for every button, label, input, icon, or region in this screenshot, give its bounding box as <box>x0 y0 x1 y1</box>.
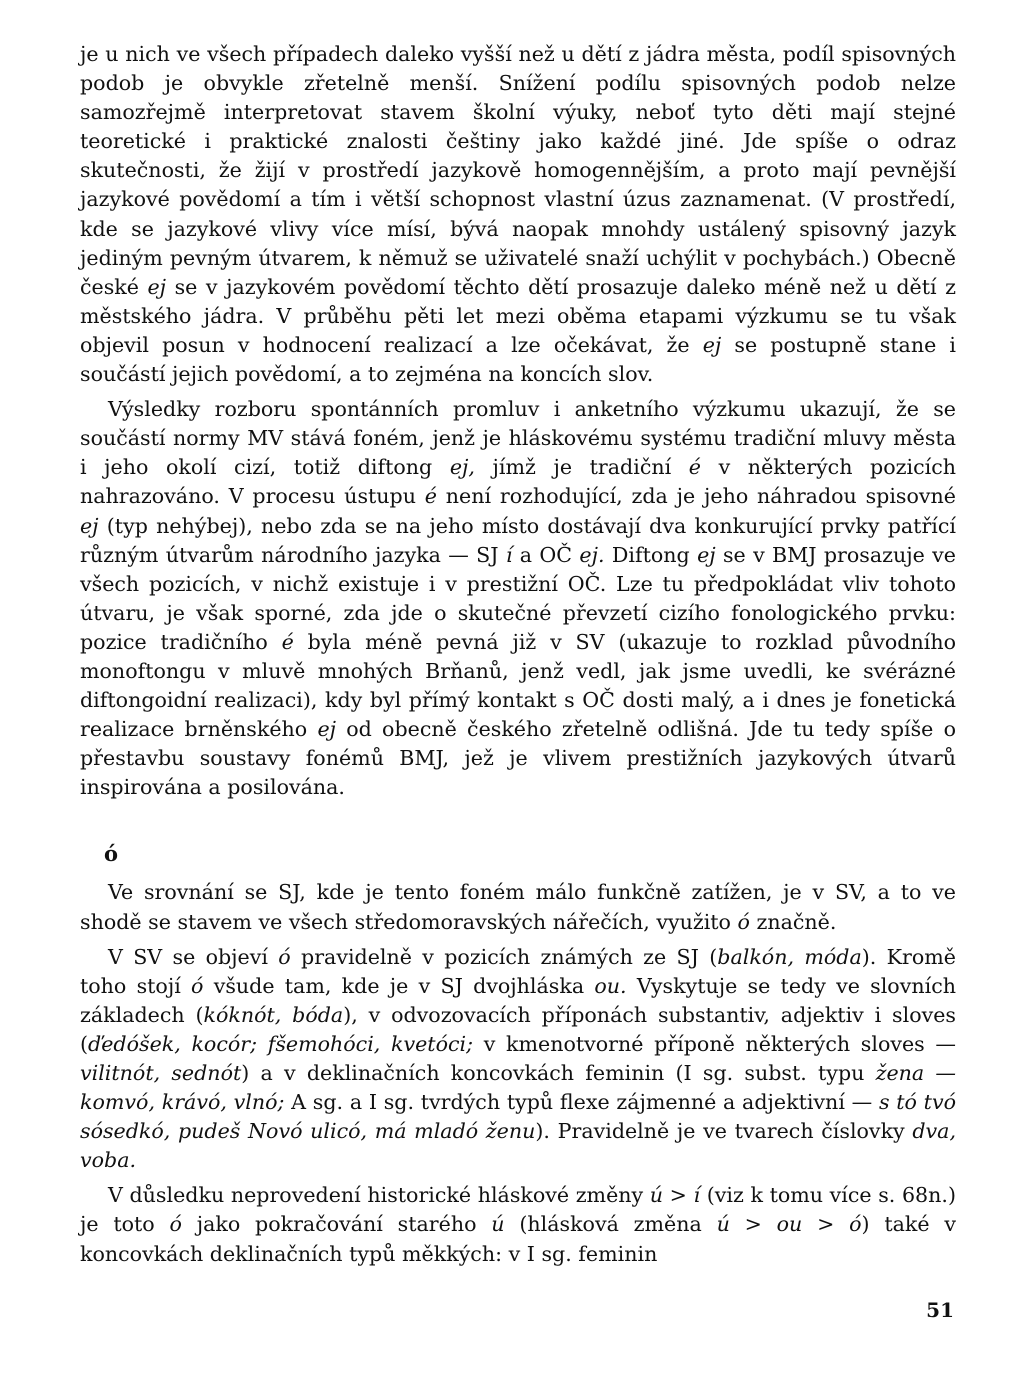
text-run: Ve srovnání se SJ, kde je tento foném málo funkčně zatížen, je v SV, a to ve shodě se stavem ve všech středomoravských nářečích, využito <box>80 880 956 934</box>
italic-text: kóknót, bóda <box>203 1002 344 1027</box>
italic-text: vilitnót, sednót <box>80 1061 242 1085</box>
italic-text: ej <box>317 717 337 742</box>
paragraph <box>80 40 956 389</box>
text-run: v některých pozicích nahrazováno. V procesu ústupu <box>80 455 956 509</box>
italic-text: é <box>688 455 701 480</box>
text-run: je u nich ve všech případech daleko vyšší než u dětí z jádra města, podíl spisovných podob je obvykle zřetelně menší. Snížení podílu spisovných podob nelze samozřejmě interpretovat stavem školní výuky, neboť tyto děti mají stejné teoretické i praktické znalosti češtiny jako každé jiné. Jde spíše o odraz skutečnosti, že žijí v prostředí jazykově homogennějším, a proto mají pevnější jazykové povědomí a tím i větší schopnost vlastní úzus zaznamenat. (V prostředí, kde se jazykové vlivy více mísí, bývá naopak mnohdy ustálený spisovný jazyk jediným pevným útvarem, k němuž se uživatelé snaží uchýlit v pochybách.) Obecně české <box>80 42 956 299</box>
italic-text: balkón, móda <box>717 944 862 969</box>
page-body <box>80 40 956 1275</box>
text-run: a OČ <box>512 542 580 567</box>
italic-text: žena — komvó, krávó, vlnó; <box>80 1061 956 1115</box>
text-run: ). Pravidelně je ve tvarech číslovky <box>535 1119 913 1144</box>
text-run: ), v odvozovacích příponách substantiv, adjektiv i sloves ( <box>80 1002 956 1056</box>
text-run: Diftong <box>604 542 698 567</box>
text-run: (viz k tomu více s. 68n.) je toto <box>80 1183 956 1237</box>
italic-text: ej <box>80 513 99 538</box>
text-run: se v BMJ prosazuje ve všech pozicích, v nichž existuje i v prestižní OČ. Lze tu předpokládat vliv tohoto útvaru, je však sporné, zda jde o skutečné převzetí cizího fonologického prvku: pozice tradičního <box>80 542 956 654</box>
italic-text: ú > ou > ó <box>716 1212 862 1237</box>
italic-text: é <box>281 629 294 654</box>
text-run: Výsledky rozboru spontánních promluv i anketního výzkumu ukazují, že se součástí normy MV stává foném, jenž je hláskovému systému tradiční mluvy města i jeho okolí cizí, totiž diftong <box>80 397 956 480</box>
text-run: ) a v deklinačních koncovkách feminin (I sg. subst. typu <box>241 1061 876 1085</box>
italic-text: ó <box>737 909 750 934</box>
italic-text: ej <box>697 542 716 567</box>
text-run: není rozhodující, zda je jeho náhradou spisovné <box>436 484 956 509</box>
text-run: se postupně stane i součástí jejich povědomí, a to zejména na koncích slov. <box>80 332 956 387</box>
italic-text: s tó tvó sósedkó, pudeš Novó ulicó, má mladó ženu <box>80 1090 956 1144</box>
italic-text: ó <box>191 973 204 998</box>
paragraph <box>80 395 956 802</box>
italic-text: ú > í <box>649 1183 701 1208</box>
italic-text: ou. <box>594 973 627 998</box>
italic-text: ej. <box>579 542 605 567</box>
text-run: (hlásková změna <box>504 1212 717 1237</box>
text-run: Vyskytuje se tedy ve slovních základech ( <box>80 973 956 1027</box>
text-run: jako pokračování starého <box>181 1212 492 1237</box>
text-run: jímž je tradiční <box>474 455 689 480</box>
text-run: (typ nehýbej), nebo zda se na jeho místo dostávají dva konkurující prvky patřící různým útvarům národního jazyka — SJ <box>80 513 956 567</box>
italic-text: ďedóšek, kocór; fšemohóci, kvetóci; <box>88 1031 474 1056</box>
text-run: V SV se objeví <box>108 944 279 969</box>
paragraph <box>80 878 956 936</box>
text-run: V důsledku neprovedení historické hláskové změny <box>108 1183 650 1208</box>
paragraph <box>80 1181 956 1268</box>
italic-text: ó <box>278 944 291 969</box>
text-run: A sg. a I sg. tvrdých typů flexe zájmenné a adjektivní — <box>284 1090 879 1115</box>
italic-text: dva, voba. <box>80 1119 956 1173</box>
italic-text: é <box>424 484 437 509</box>
text-run: všude tam, kde je v SJ dvojhláska <box>203 973 595 998</box>
section-heading: ó <box>104 841 119 867</box>
italic-text: í <box>505 542 513 567</box>
text-run: ). Kromě toho stojí <box>80 944 956 998</box>
italic-text: ú <box>491 1212 505 1237</box>
italic-text: ej, <box>449 455 475 480</box>
italic-text: ó <box>169 1212 182 1237</box>
text-run: byla méně pevná již v SV (ukazuje to rozklad původního monoftongu v mluvě mnohých Brňanů, jenž vedl, jak jsme uvedli, ke svérázné diftongoidní realizaci), kdy byl přímý kontakt s OČ dosti malý, a i dnes je fonetická realizace brněnského <box>80 629 956 742</box>
text-block-top <box>80 40 956 802</box>
text-run: se v jazykovém povědomí těchto dětí prosazuje daleko méně než u dětí z městského jádra. V průběhu pěti let mezi oběma etapami výzkumu se tu však objevil posun v hodnocení realizací a lze očekávat, že <box>80 274 956 357</box>
text-block-bottom <box>80 878 956 1268</box>
paragraph <box>80 943 956 1176</box>
text-run: od obecně českého zřetelně odlišná. Jde tu tedy spíše o přestavbu soustavy fonémů BMJ, jež je vlivem prestižních jazykových útvarů inspirována a posilována. <box>80 717 956 800</box>
text-run: v kmenotvorné příponě některých sloves — <box>473 1031 956 1056</box>
italic-text: ej <box>702 332 722 357</box>
page-number: 51 <box>926 1298 954 1322</box>
italic-text: ej <box>147 274 167 299</box>
text-run: ) také v koncovkách deklinačních typů měkkých: v I sg. feminin <box>80 1212 957 1266</box>
text-run: značně. <box>749 909 837 934</box>
text-run: pravidelně v pozicích známých ze SJ ( <box>290 944 718 969</box>
